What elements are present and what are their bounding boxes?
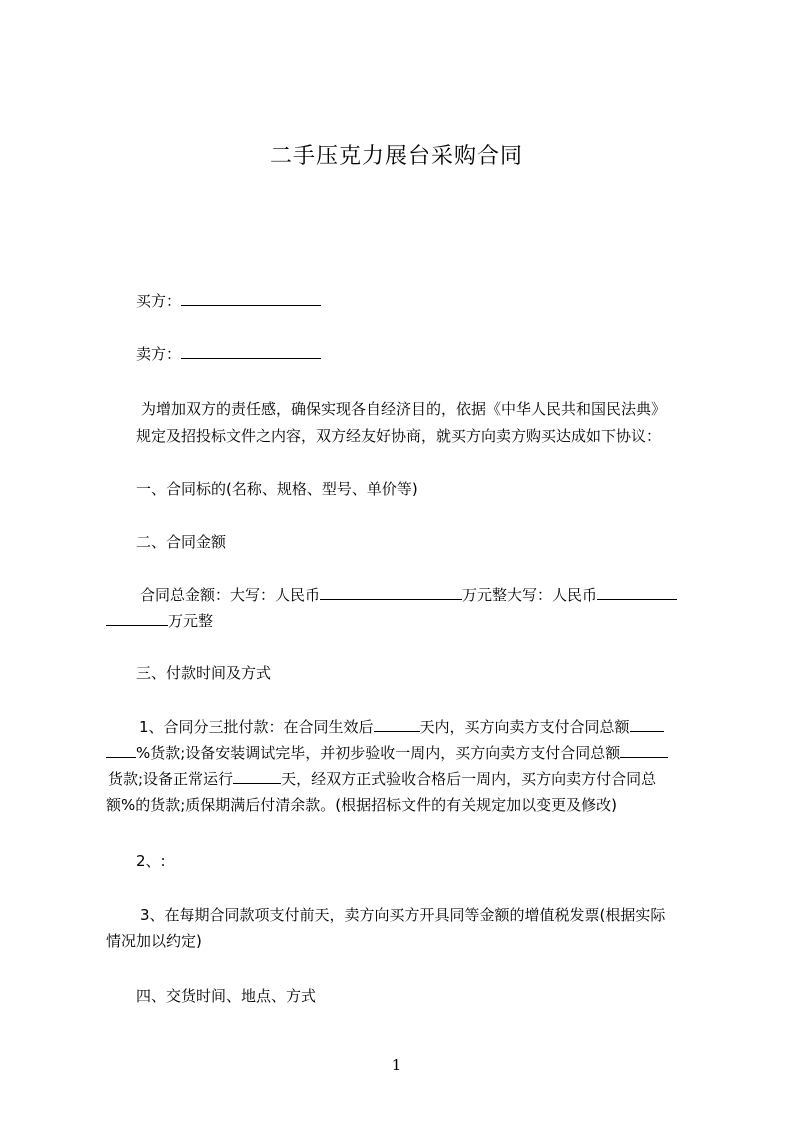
- buyer-line: [136, 288, 706, 314]
- section-2-heading: 二、合同金额: [136, 533, 227, 551]
- section-1-heading: 一、合同标的(名称、规格、型号、单价等): [136, 480, 418, 498]
- section-3-heading: 三、付款时间及方式: [136, 664, 272, 682]
- document-title: 二手压克力展台采购合同: [269, 144, 523, 169]
- payment-line-4: 额%的货款;质保期满后付清余款。(根据招标文件的有关规定加以变更及修改): [106, 796, 618, 814]
- payment-second-blank[interactable]: [620, 743, 668, 758]
- payment-days-blank[interactable]: [374, 717, 420, 732]
- payment-text-1b: 天内，买方向卖方支付合同总额: [419, 718, 630, 736]
- buyer-blank[interactable]: [181, 291, 321, 306]
- section-4-heading: 四、交货时间、地点、方式: [136, 987, 317, 1005]
- payment-run-days-blank[interactable]: [233, 769, 281, 784]
- amount-capital-blank-2b[interactable]: [106, 611, 168, 626]
- payment-line-3: [108, 766, 678, 792]
- seller-blank[interactable]: [181, 344, 321, 359]
- payment-pct-blank-a[interactable]: [630, 717, 664, 732]
- amount-capital-blank[interactable]: [320, 585, 462, 600]
- intro-line-1: [136, 396, 706, 422]
- payment-text-3a: 货款;设备正常运行: [108, 770, 234, 788]
- intro-text-1: 为增加双方的责任感，确保实现各自经济目的，依据《中华人民共和国民法典》: [141, 400, 667, 418]
- amount-line-1: [140, 582, 710, 608]
- payment-text-1a: 1、合同分三批付款：在合同生效后: [139, 718, 374, 736]
- page-number: 1: [391, 1056, 402, 1074]
- item-2: 2、:: [136, 852, 166, 870]
- amount-text-1: 合同总金额：大写：人民币: [140, 586, 321, 604]
- payment-line-1: [139, 714, 709, 740]
- invoice-line-1: 3、在每期合同款项支付前天，卖方向买方开具同等金额的增值税发票(根据实际: [140, 906, 666, 924]
- invoice-line-2: 情况加以约定): [106, 932, 202, 950]
- amount-text-3: 万元整: [168, 612, 214, 630]
- buyer-label: 买方：: [136, 292, 182, 310]
- seller-line: [136, 341, 706, 367]
- amount-capital-blank-2a[interactable]: [597, 585, 677, 600]
- payment-pct-blank-b[interactable]: [106, 743, 136, 758]
- seller-label: 卖方：: [136, 345, 182, 363]
- payment-text-3b: 天，经双方正式验收合格后一周内，买方向卖方付合同总: [281, 770, 657, 788]
- intro-text-2: 规定及招投标文件之内容，双方经友好协商，就买方向卖方购买达成如下协议：: [136, 427, 662, 445]
- amount-text-2: 万元整大写：人民币: [462, 586, 598, 604]
- intro-line-2: [136, 423, 706, 449]
- payment-line-2: [106, 740, 676, 766]
- payment-text-2a: %货款;设备安装调试完毕，并初步验收一周内，买方向卖方支付合同总额: [136, 744, 621, 762]
- amount-line-2: [106, 608, 676, 634]
